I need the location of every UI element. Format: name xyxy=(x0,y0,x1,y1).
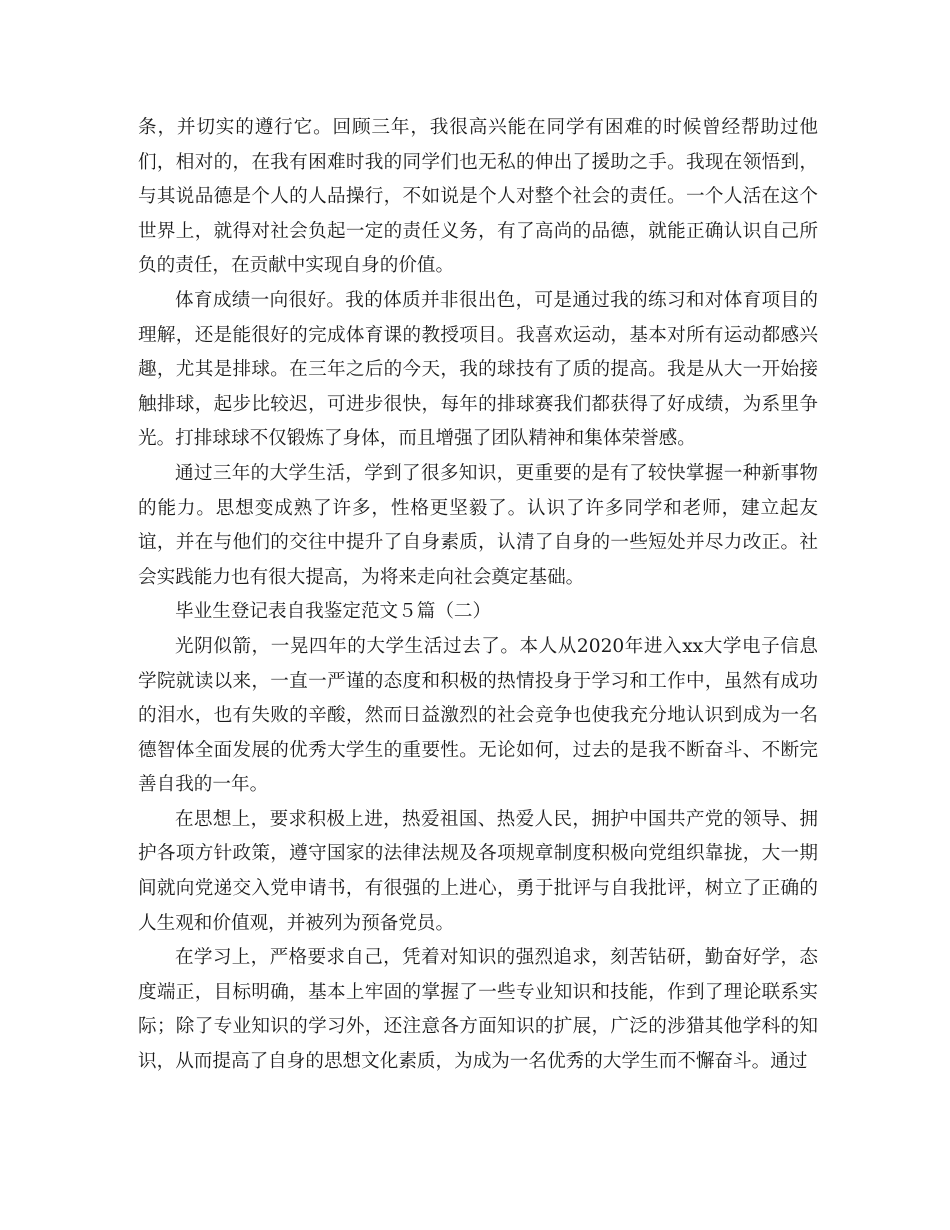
paragraph-ideology: 在思想上，要求积极上进，热爱祖国、热爱人民，拥护中国共产党的领导、拥护各项方针政策，遵守国家的法律法规及各项规章制度积极向党组织靠拢，大一期间就向党递交入党申请书，有很强的上进心，勇于批评与自我批评，树立了正确的人生观和价值观，并被列为预备党员。 xyxy=(138,808,818,934)
paragraph-sports: 体育成绩一向很好。我的体质并非很出色，可是通过我的练习和对体育项目的理解，还是能很好的完成体育课的教授项目。我喜欢运动，基本对所有运动都感兴趣，尤其是排球。在三年之后的今天，我的球技有了质的提高。我是从大一开始接触排球，起步比较迟，可进步很快，每年的排球赛我们都获得了好成绩，为系里争光。打排球球不仅锻炼了身体，而且增强了团队精神和集体荣誉感。 xyxy=(138,289,818,450)
document-body xyxy=(138,111,818,1080)
paragraph-growth: 通过三年的大学生活，学到了很多知识，更重要的是有了较快掌握一种新事物的能力。思想变成熟了许多，性格更坚毅了。认识了许多同学和老师，建立起友谊，并在与他们的交往中提升了自身素质，认清了自身的一些短处并尽力改正。社会实践能力也有很大提高，为将来走向社会奠定基础。 xyxy=(138,462,818,588)
paragraph-study: 在学习上，严格要求自己，凭着对知识的强烈追求，刻苦钻研，勤奋好学，态度端正，目标明确，基本上牢固的掌握了一些专业知识和技能，作到了理论联系实际；除了专业知识的学习外，还注意各方面知识的扩展，广泛的涉猎其他学科的知识，从而提高了自身的思想文化素质，为成为一名优秀的大学生而不懈奋斗。通过 xyxy=(138,947,818,1073)
paragraph-continuation: 条，并切实的遵行它。回顾三年，我很高兴能在同学有困难的时候曾经帮助过他们，相对的，在我有困难时我的同学们也无私的伸出了援助之手。我现在领悟到，与其说品德是个人的人品操行，不如说是个人对整个社会的责任。一个人活在这个世界上，就得对社会负起一定的责任义务，有了高尚的品德，就能正确认识自己所负的责任，在贡献中实现自身的价值。 xyxy=(138,117,818,277)
paragraph-intro: 光阴似箭，一晃四年的大学生活过去了。本人从2020年进入xx大学电子信息学院就读以来，一直一严谨的态度和积极的热情投身于学习和工作中，虽然有成功的泪水，也有失败的辛酸，然而日益激烈的社会竞争也使我充分地认识到成为一名德智体全面发展的优秀大学生的重要性。无论如何，过去的是我不断奋斗、不断完善自我的一年。 xyxy=(138,635,818,796)
section-heading: 毕业生登记表自我鉴定范文５篇（二） xyxy=(175,601,492,623)
